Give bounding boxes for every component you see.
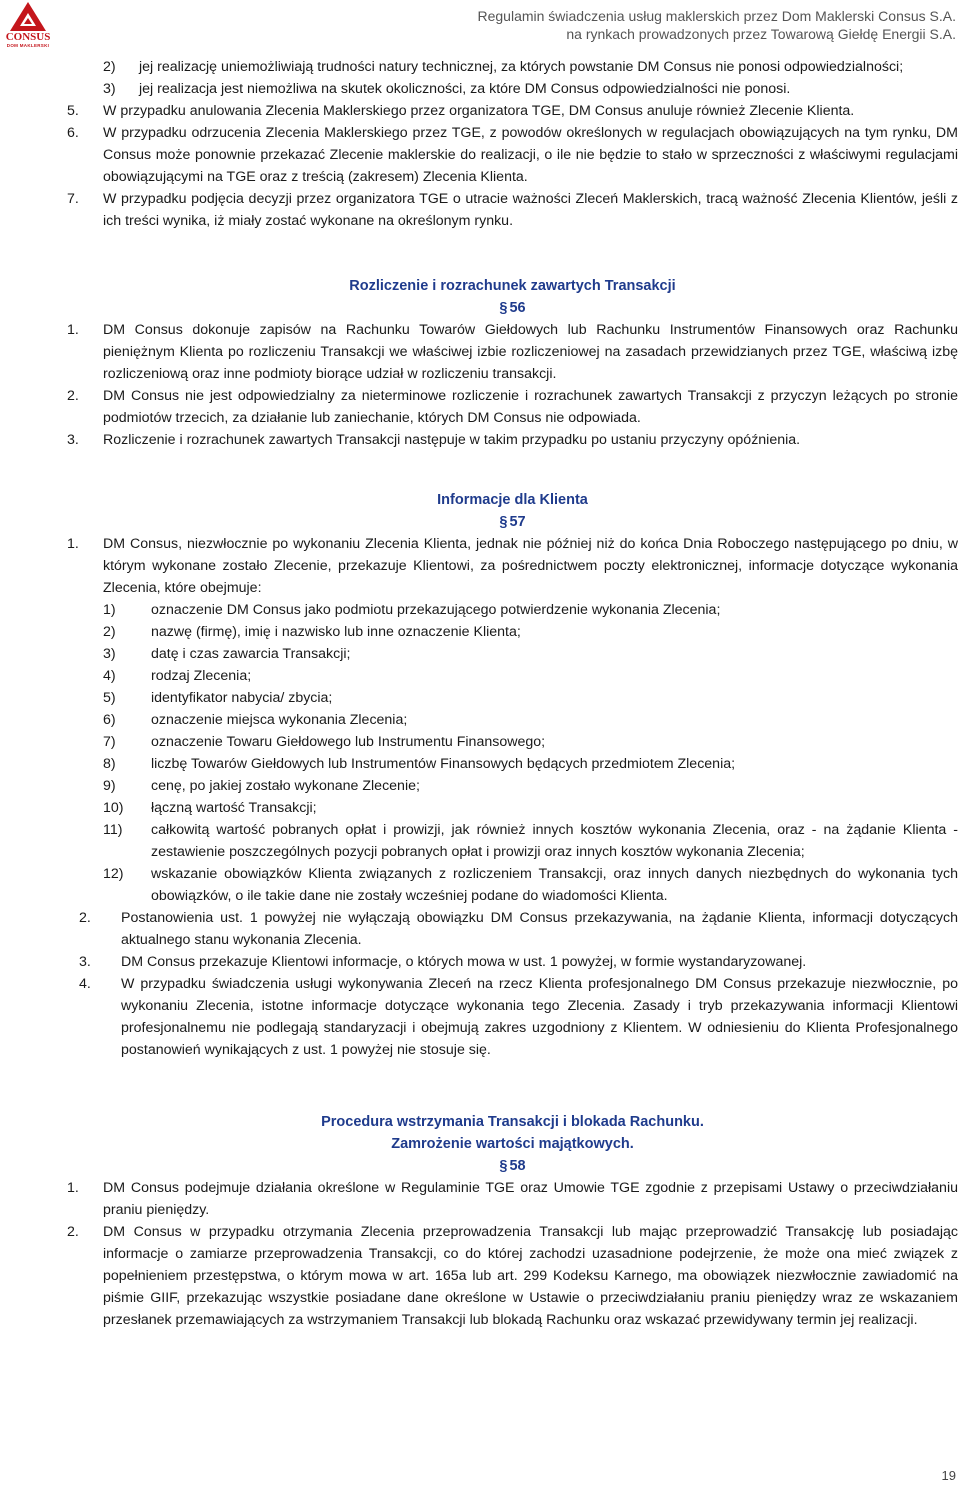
sub-list-text: rodzaj Zlecenia; (151, 668, 252, 684)
consus-logo (0, 0, 56, 50)
list-item-number: 3) (103, 81, 116, 97)
sub-list-item (103, 643, 958, 665)
sub-list-number: 8) (103, 756, 116, 772)
list-item-text: W przypadku świadczenia usługi wykonywania Zleceń na rzecz Klienta profesjonalnego DM Consus przekazuje niezwłocznie, po wykonaniu Zlecenia, istotne informacje dotyczące wykonania tego Zlecenia. Zasady i tryb przekazywania informacji Klientowi profesjonalnemu nie podlegają standaryzacji i obejmują zakres uzgodniony z Klientem. W odniesieniu do Klienta Profesjonalnego postanowień wynikających z ust. 1 powyżej nie stosuje się. (121, 976, 958, 1058)
sub-list-text: oznaczenie miejsca wykonania Zlecenia; (151, 712, 408, 728)
sub-list-number: 2) (103, 624, 116, 640)
sub-list-item (103, 709, 958, 731)
list-item-text: DM Consus, niezwłocznie po wykonaniu Zlecenia Klienta, jednak nie później niż do końca Dnia Roboczego następującego po dniu, w którym wykonane zostało Zlecenie, przekazuje Klientowi, za pośrednictwem poczty elektronicznej, informacje dotyczące wykonania Zlecenia, które obejmuje: (103, 536, 958, 596)
list-item-text: W przypadku odrzucenia Zlecenia Maklerskiego przez TGE, z powodów określonych w regulacjach obowiązujących na tym rynku, DM Consus może ponownie przekazać Zlecenie maklerskie do realizacji, o ile nie będzie to stało w sprzeczności z właściwymi regulacjami obowiązującymi na TGE oraz z treścią (zakresem) Zlecenia Klienta. (103, 125, 958, 185)
list-item-number: 2. (67, 1224, 79, 1240)
list-item (67, 533, 958, 907)
list-item-number: 4. (79, 976, 91, 992)
list-item-number: 2) (103, 59, 116, 75)
document-body (67, 56, 958, 1331)
list-item-text: Postanowienia ust. 1 powyżej nie wyłączają obowiązku DM Consus przekazywania, na żądanie Klienta, informacji dotyczących aktualnego stanu wykonania Zlecenia. (121, 910, 958, 948)
list-item (67, 188, 958, 232)
sub-list-item (103, 687, 958, 709)
sub-list-text: nazwę (firmę), imię i nazwisko lub inne oznaczenie Klienta; (151, 624, 521, 640)
list-item-text: DM Consus w przypadku otrzymania Zlecenia przeprowadzenia Transakcji lub mając przeprowadzić Transakcję lub posiadając informacje o zamiarze przeprowadzenia Transakcji, co do której zachodzi uzasadnione podejrzenie, że może ona mieć związek z popełnieniem przestępstwa, o którym mowa w art. 165a lub art. 299 Kodeksu Karnego, ma obowiązek niezwłocznie zawiadomić na piśmie GIIF, przekazując wszystkie posiadane dane określone w Ustawie o przeciwdziałaniu praniu pieniędzy wraz ze wskazaniem przesłanek przemawiających za wstrzymaniem Transakcji lub blokadą Rachunku oraz wskazać przewidywany termin jej realizacji. (103, 1224, 958, 1328)
list-item-text: DM Consus nie jest odpowiedzialny za nieterminowe rozliczenie i rozrachunek zawartych Transakcji z przyczyn leżących po stronie podmiotów trzecich, za działanie lub zaniechanie, których DM Consus nie odpowiada. (103, 388, 958, 426)
sub-list-item (103, 775, 958, 797)
sub-list-text: oznaczenie Towaru Giełdowego lub Instrumentu Finansowego; (151, 734, 546, 750)
list-item-text: DM Consus przekazuje Klientowi informacje, o których mowa w ust. 1 powyżej, w formie wystandaryzowanej. (121, 954, 807, 970)
list-item-number: 7. (67, 191, 79, 207)
list-item-text: Rozliczenie i rozrachunek zawartych Transakcji następuje w takim przypadku po ustaniu przyczyny opóźnienia. (103, 432, 801, 448)
list-item (67, 56, 958, 78)
list-item (67, 1221, 958, 1331)
page-number: 19 (941, 1468, 956, 1483)
list-item-number: 1. (67, 322, 79, 338)
sub-list-number: 10) (103, 800, 124, 816)
sub-list-item (103, 599, 958, 621)
sub-list-item (103, 731, 958, 753)
sub-list-text: całkowitą wartość pobranych opłat i prowizji, jak również innych kosztów wykonania Zlecenia, oraz - na żądanie Klienta - zestawienie poszczególnych pozycji pobranych opłat i prowizji oraz innych kosztów wykonania Zlecenia; (151, 822, 958, 860)
list-item-number: 3. (79, 954, 91, 970)
list-item (67, 122, 958, 188)
sub-list-number: 9) (103, 778, 116, 794)
list-item-text: W przypadku anulowania Zlecenia Maklerskiego przez organizatora TGE, DM Consus anuluje również Zlecenie Klienta. (103, 103, 855, 119)
list-item (67, 429, 958, 451)
paragraph-number-58: § 58 (67, 1155, 958, 1177)
list-item-text: jej realizacja jest niemożliwa na skutek okoliczności, za które DM Consus odpowiedzialności nie ponosi. (139, 81, 791, 97)
list-item-number: 2. (67, 388, 79, 404)
logo-name: CONSUS (5, 31, 51, 43)
list-item (67, 973, 958, 1061)
sub-list-number: 5) (103, 690, 116, 706)
consus-logo-icon (8, 1, 48, 33)
sub-list-text: liczbę Towarów Giełdowych lub Instrumentów Finansowych będących przedmiotem Zlecenia; (151, 756, 736, 772)
list-item-number: 5. (67, 103, 79, 119)
sub-list-number: 12) (103, 866, 124, 882)
header-line-2: na rynkach prowadzonych przez Towarową Giełdę Energii S.A. (566, 26, 956, 42)
sub-list-number: 6) (103, 712, 116, 728)
sub-list-text: łączną wartość Transakcji; (151, 800, 317, 816)
page-header (477, 7, 956, 43)
sub-list-text: cenę, po jakiej zostało wykonane Zlecenie; (151, 778, 420, 794)
sub-list-number: 11) (103, 822, 123, 838)
list-item (67, 319, 958, 385)
sub-list-number: 7) (103, 734, 116, 750)
list-item-text: DM Consus podejmuje działania określone w Regulaminie TGE oraz Umowie TGE zgodnie z przepisami Ustawy o przeciwdziałaniu praniu pieniędzy. (103, 1180, 958, 1218)
section-title-57: Informacje dla Klienta (437, 492, 588, 508)
section-title-56: Rozliczenie i rozrachunek zawartych Transakcji (349, 278, 676, 294)
list-item-number: 6. (67, 125, 79, 141)
section-title-58-line-1: Procedura wstrzymania Transakcji i blokada Rachunku. (321, 1114, 704, 1130)
list-item-number: 2. (79, 910, 91, 926)
header-line-1: Regulamin świadczenia usług maklerskich przez Dom Maklerski Consus S.A. (477, 8, 956, 24)
list-item-body (103, 533, 958, 907)
paragraph-number-56: § 56 (67, 297, 958, 319)
sub-list-number: 3) (103, 646, 116, 662)
list-item-text: W przypadku podjęcia decyzji przez organizatora TGE o utracie ważności Zleceń Maklerskich, tracą ważność Zlecenia Klientów, jeśli z ich treści wynika, iż miały zostać wykonane na określonym rynku. (103, 191, 958, 229)
sub-list-item (103, 665, 958, 687)
sub-list-item (103, 621, 958, 643)
sub-list-item (103, 753, 958, 775)
list-item-number: 1. (67, 536, 79, 552)
list-item (67, 385, 958, 429)
list-item (67, 951, 958, 973)
sub-list-number: 1) (103, 602, 116, 618)
list-item (67, 100, 958, 122)
sub-list-text: identyfikator nabycia/ zbycia; (151, 690, 333, 706)
list-item (67, 1177, 958, 1221)
list-item (67, 78, 958, 100)
logo-subtitle: DOM MAKLERSKI (6, 43, 50, 48)
sub-list-text: wskazanie obowiązków Klienta związanych z rozliczeniem Transakcji, oraz innych danych niezbędnych do wykonania tych obowiązków, o ile takie dane nie zostały wcześniej podane do wiadomości Klienta. (151, 866, 958, 904)
section-title-58-line-2: Zamrożenie wartości majątkowych. (391, 1136, 634, 1152)
list-item (67, 907, 958, 951)
sub-list-text: oznaczenie DM Consus jako podmiotu przekazującego potwierdzenie wykonania Zlecenia; (151, 602, 721, 618)
paragraph-number-57: § 57 (67, 511, 958, 533)
list-item-number: 3. (67, 432, 79, 448)
sub-list-text: datę i czas zawarcia Transakcji; (151, 646, 351, 662)
list-item-text: DM Consus dokonuje zapisów na Rachunku Towarów Giełdowych lub Rachunku Instrumentów Finansowych oraz Rachunku pieniężnym Klienta po rozliczeniu Transakcji we właściwej izbie rozliczeniowej na zasadach przewidzianych przez TGE, właściwą izbę rozliczeniową oraz inne podmioty biorące udział w rozliczeniu transakcji. (103, 322, 958, 382)
sub-list-number: 4) (103, 668, 116, 684)
list-item-number: 1. (67, 1180, 79, 1196)
sub-list-item (103, 819, 958, 863)
sub-list-item (103, 863, 958, 907)
sub-list-item (103, 797, 958, 819)
list-item-text: jej realizację uniemożliwiają trudności natury technicznej, za których powstanie DM Consus nie ponosi odpowiedzialności; (139, 59, 904, 75)
